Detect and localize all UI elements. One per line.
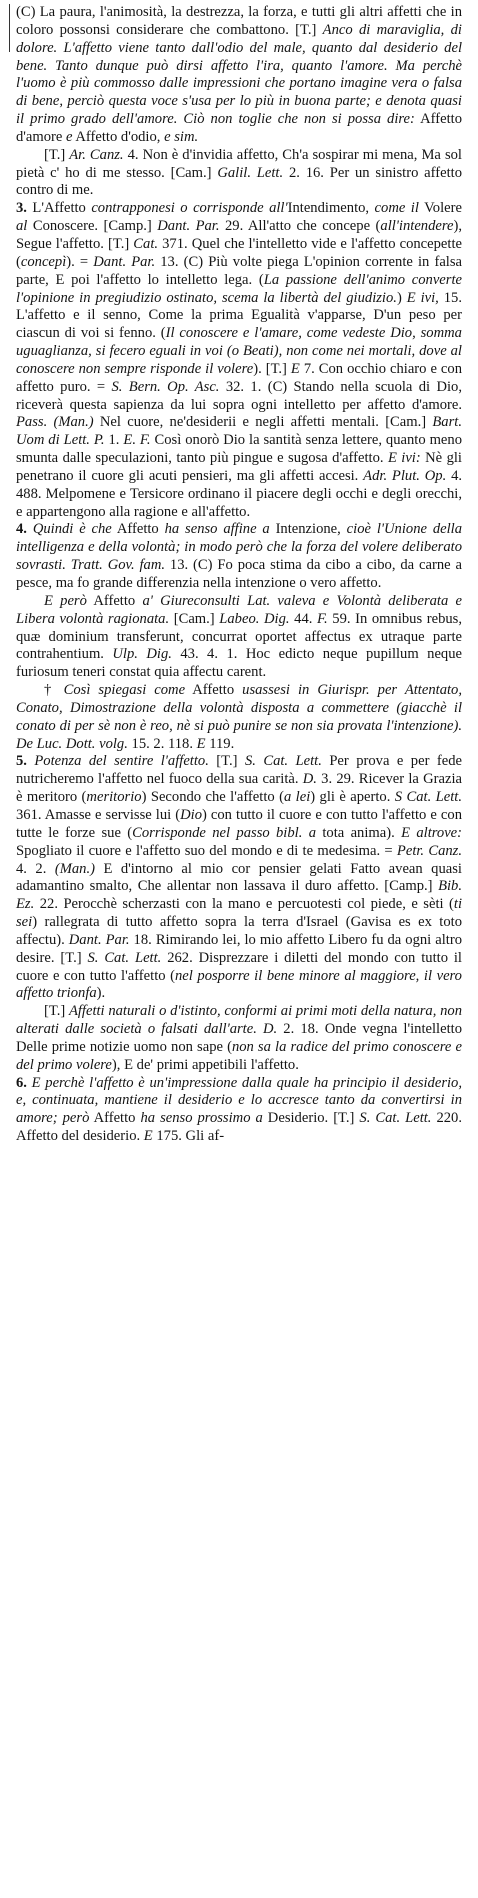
italic-run: E ivi, [406,289,439,306]
italic-run: Tratt. Gov. fam. [70,557,166,574]
text-run: 4. 2. [16,860,55,877]
italic-run: Bart. Uom di Lett. P. [16,414,462,449]
text-run: Affetto [86,592,143,609]
text-run: [T.] [208,753,245,770]
text-run: ) Secondo che l'affetto ( [141,789,284,806]
italic-run: e sim. [164,128,199,145]
text-run: 15. L'affetto e il senno, Come la prima Egualità v'apparse, D'un peso per ciascun di voi si fenno. ( [16,289,463,342]
italic-run: Bib. Ez. [16,878,462,913]
text-run: 13. (C) Fo poca stima da cibo a cibo, da carne a pesce, ma fo grande differenzia nella intenzione o vero affetto. [16,557,462,591]
text-run: Affetto [185,682,243,699]
entry-paragraph-sec4 [16,521,462,592]
text-run: Nè gli penetrano il cuore gli acuti pensieri, ma gli affetti accesi. [16,450,462,484]
text-run: 119. [205,735,235,752]
text-run: 7. Con occhio chiaro e con affetto puro. = [16,360,462,395]
text-run: [T.] [44,1003,69,1020]
text-run: E d'intorno al mio cor pensier gelati Fatto avean quasi adamantino smalto, Che allentar non lassava il duro affetto. [Camp.] [16,860,462,895]
text-run: 361. Amasse e servisse lui ( [16,806,181,823]
italic-run: ha senso prossimo a [140,1110,263,1127]
text-run: 2. 18. Onde vegna l'intelletto Delle prime notizie uomo non sape ( [16,1021,462,1055]
italic-run: E [143,1128,153,1145]
italic-run: Galil. Lett. [217,164,284,181]
text-run: † [44,682,64,699]
margin-rule [9,4,10,52]
entry-paragraph-giurispr [16,682,462,753]
text-run: 18. Rimirando lei, lo mio affetto Libero fu da ogni altro desire. [T.] [16,931,462,966]
italic-run: non sa la radice del primo conoscere e del primo volere [16,1038,462,1073]
text-run: ) rallegrata di tutto affetto sopra la terra d'Israel (Gavisa es ex toto affectu). [16,914,462,948]
italic-run: E [290,360,300,377]
italic-run: E perchè l'affetto è un'impressione dalla quale ha principio il desiderio, e, continuata, mantiene il desiderio e lo accresce tanto da convertirsi in amore; però [16,1074,463,1127]
text-run: 1. [104,432,124,449]
text-run: 22. Perocchè scherzasti con la mano e percuotesti col piede, e sèti ( [34,896,454,913]
text-run: 15. 2. 118. [127,735,197,752]
italic-run: e [66,128,73,145]
italic-run: Petr. Canz. [396,842,462,859]
italic-run: Adr. Plut. Op. [363,467,447,484]
italic-run: E. F. [123,432,151,449]
text-run: Nel cuore, ne'desiderii e negli affetti mentali. [Cam.] [93,414,433,431]
italic-run: Pass. (Man.) [16,414,94,431]
entry-paragraph-sec5 [16,753,462,1003]
italic-run: E [196,735,206,752]
italic-run: meritorio [86,789,142,806]
text-run: Volere [418,200,462,217]
section-number: 5. [16,753,35,770]
text-run: 4. 488. Melpomene e Tersicore ordinano il piacere degli occhi e degli orecchi, e appartengono alla ragione e all'affetto. [16,467,463,520]
text-run: ) con tutto il cuore e con tutto l'affetto e con tutte le forze sue ( [16,806,462,841]
italic-run: come il [374,200,419,217]
italic-run: Affetti naturali o d'istinto, conformi ai primi moti della natura, non alterati dalle società o falsati dall'arte. [16,1003,462,1038]
italic-run: (Man.) [54,860,95,877]
text-run: L'Affetto [32,200,92,217]
text-run: Per prova e per fede nutricheremo l'affetto nel fuoco della sua carità. [16,753,462,788]
text-run: ) [396,289,407,306]
italic-run: Dio [180,806,202,823]
italic-run: al [16,218,28,235]
text-run: 175. Gli af- [152,1128,225,1145]
text-run: ) gli è aperto. [310,789,395,806]
italic-run: S. Bern. Op. Asc. [111,378,220,395]
text-run: Affetto [89,1110,141,1127]
italic-run: a lei [283,789,311,806]
text-run: Affetto [111,521,165,538]
text-run: ). [96,985,106,1002]
italic-run: Anco di maraviglia, di dolore. L'affetto viene tanto dall'odio del male, quanto dal desiderio del bene. Tanto dunque può dirsi affetto l'ira, quanto l'amore. Ma perchè l'uomo è più commosso dalle impressioni che portano imagine vera o falsa di bene, perciò questa voce s'usa per lo più in buona parte; e denota quasi il primo grado dell'amore. Ciò non toglie che non si possa dire: [16,21,462,128]
italic-run: S. Cat. Lett. [87,949,162,966]
entry-paragraph-ar-canz [16,147,462,201]
entry-paragraph-sec3 [16,200,462,521]
section-number: 4. [16,521,33,538]
italic-run: Quindi è che [32,521,112,538]
italic-run: contrapponesi o corrisponde all' [91,200,288,217]
entry-paragraph-cont [16,4,462,147]
italic-run: Il conoscere e l'amare, come vedeste Dio, somma uguaglianza, si fecero eguali in voi (o Beati), non come nei mortali, dove al conoscere non sempre risponde il volere [16,325,462,377]
italic-run: all'intendere [380,218,454,235]
italic-run: Corrisponde nel passo bibl. a [132,824,317,841]
text-run: ). = [66,253,94,270]
text-run: 371. Quel che l'intelletto vide e l'affetto concepette ( [16,235,462,270]
italic-run: concepì [20,253,67,270]
text-run: Spogliato il cuore e l'affetto suo del mondo e di te medesima. = [16,842,397,859]
text-run: 43. 4. 1. Hoc edicto neque pupillum neque furiosum teneri constat quia affectu carent. [16,646,462,681]
text-run: 4. Non è d'invidia affetto, Ch'a sospirar mi mena, Ma sol pietà c' ho di me stesso. [Cam.] [16,146,462,181]
italic-run: ha senso affine a [164,521,270,538]
italic-run: Dant. Par. [93,253,156,270]
italic-run: S Cat. Lett. [394,789,462,806]
text-run: 44. [289,610,317,627]
italic-run: S. Cat. Lett. [244,753,322,770]
text-run: 2. 16. Per un sinistro affetto contro di me. [16,164,462,199]
italic-run: a' Giureconsulti Lat. valeva e Volontà deliberata e Libera volontà ragionata. [16,592,462,627]
italic-run: D. [262,1021,278,1038]
italic-run: Potenza del sentire l'affetto. [34,753,209,770]
italic-run: Cat. [133,235,159,252]
entry-body [16,4,462,1146]
text-run: 29. All'atto che concepe ( [219,218,381,235]
text-run: Affetto d'amore [16,111,462,145]
italic-run: F. [317,610,328,627]
text-run: ), E de' primi appetibili l'affetto. [111,1056,299,1073]
text-run: Così onorò Dio la santità senza lettere, quanto meno smunta dalle speculazioni, tanto più pingue e sugosa d'affetto. [16,432,462,467]
italic-run: S. Cat. Lett. [359,1110,432,1127]
italic-run: Ulp. Dig. [112,646,172,663]
text-run: Affetto d'odio, [72,128,165,145]
italic-run: cioè l'Unione della intelligenza e della volontà; in modo però che la forza del volere deliberato sovrasti. [16,521,463,574]
italic-run: ti sei [16,896,462,931]
italic-run: E altrove: [401,824,463,841]
italic-run: Così spiegasi come [63,682,186,699]
section-number: 3. [16,200,33,217]
text-run: 3. 29. Ricever la Grazia è meritoro ( [16,771,462,806]
text-run: Conoscere. [Camp.] [27,218,158,235]
italic-run: La passione dell'animo converte l'opinione in pregiudizio ostinato, scema la libertà del giudizio. [16,271,462,306]
entry-paragraph-naturali [16,1003,462,1074]
text-run: ). [T.] [253,360,291,377]
entry-paragraph-giureconsulti [16,593,462,682]
text-run: 32. 1. (C) Stando nella scuola di Dio, riceverà questa sapienza da lui sopra ogni intelletto per affetto d'amore. [16,378,462,413]
text-run: Desiderio. [T.] [262,1110,360,1127]
text-run: 262. Disprezzare i diletti del mondo con tutto il cuore e con tutto l'affetto ( [16,949,462,984]
italic-run: Ar. Canz. [69,146,124,163]
italic-run: De Luc. Dott. volg. [16,735,128,752]
italic-run: nel posporre il bene minore al maggiore, il vero affetto trionfa [16,967,462,1002]
text-run: 59. In omnibus rebus, quæ dominium transferunt, concurrat oportet affectus ex utraque parte contrahentium. [16,610,463,663]
text-run: [Cam.] [169,610,220,627]
italic-run: Dant. Par. [157,218,220,235]
italic-run: E però [44,592,87,609]
entry-paragraph-sec6 [16,1075,462,1146]
text-run: Intendimento, [287,200,375,217]
text-run: ), Segue l'affetto. [T.] [16,218,463,252]
text-run: 13. (C) Più volte piega L'opinion corrente in falsa parte, E poi l'affetto lo intelletto lega. ( [16,253,463,288]
section-number: 6. [16,1074,32,1091]
italic-run: usassesi in Giurispr. per Attentato, Conato, Dimostrazione della volontà disposta a commettere (giacchè il conato di per sè non è reo, nè si può punire se non sia provata l'intenzione). [16,682,462,734]
text-run: Intenzione, [269,521,347,538]
text-run: (C) La paura, l'animosità, la destrezza, la forza, e tutti gli altri affetti che in coloro possonsi considerare che combattono. [T.] [16,4,462,38]
italic-run: Labeo. Dig. [219,610,290,627]
italic-run: Dant. Par. [68,931,130,948]
text-run: [T.] [44,146,70,163]
italic-run: E ivi: [387,450,421,467]
text-run: tota anima). [316,824,402,841]
text-run: 220. Affetto del desiderio. [16,1110,462,1145]
italic-run: D. [302,771,317,788]
